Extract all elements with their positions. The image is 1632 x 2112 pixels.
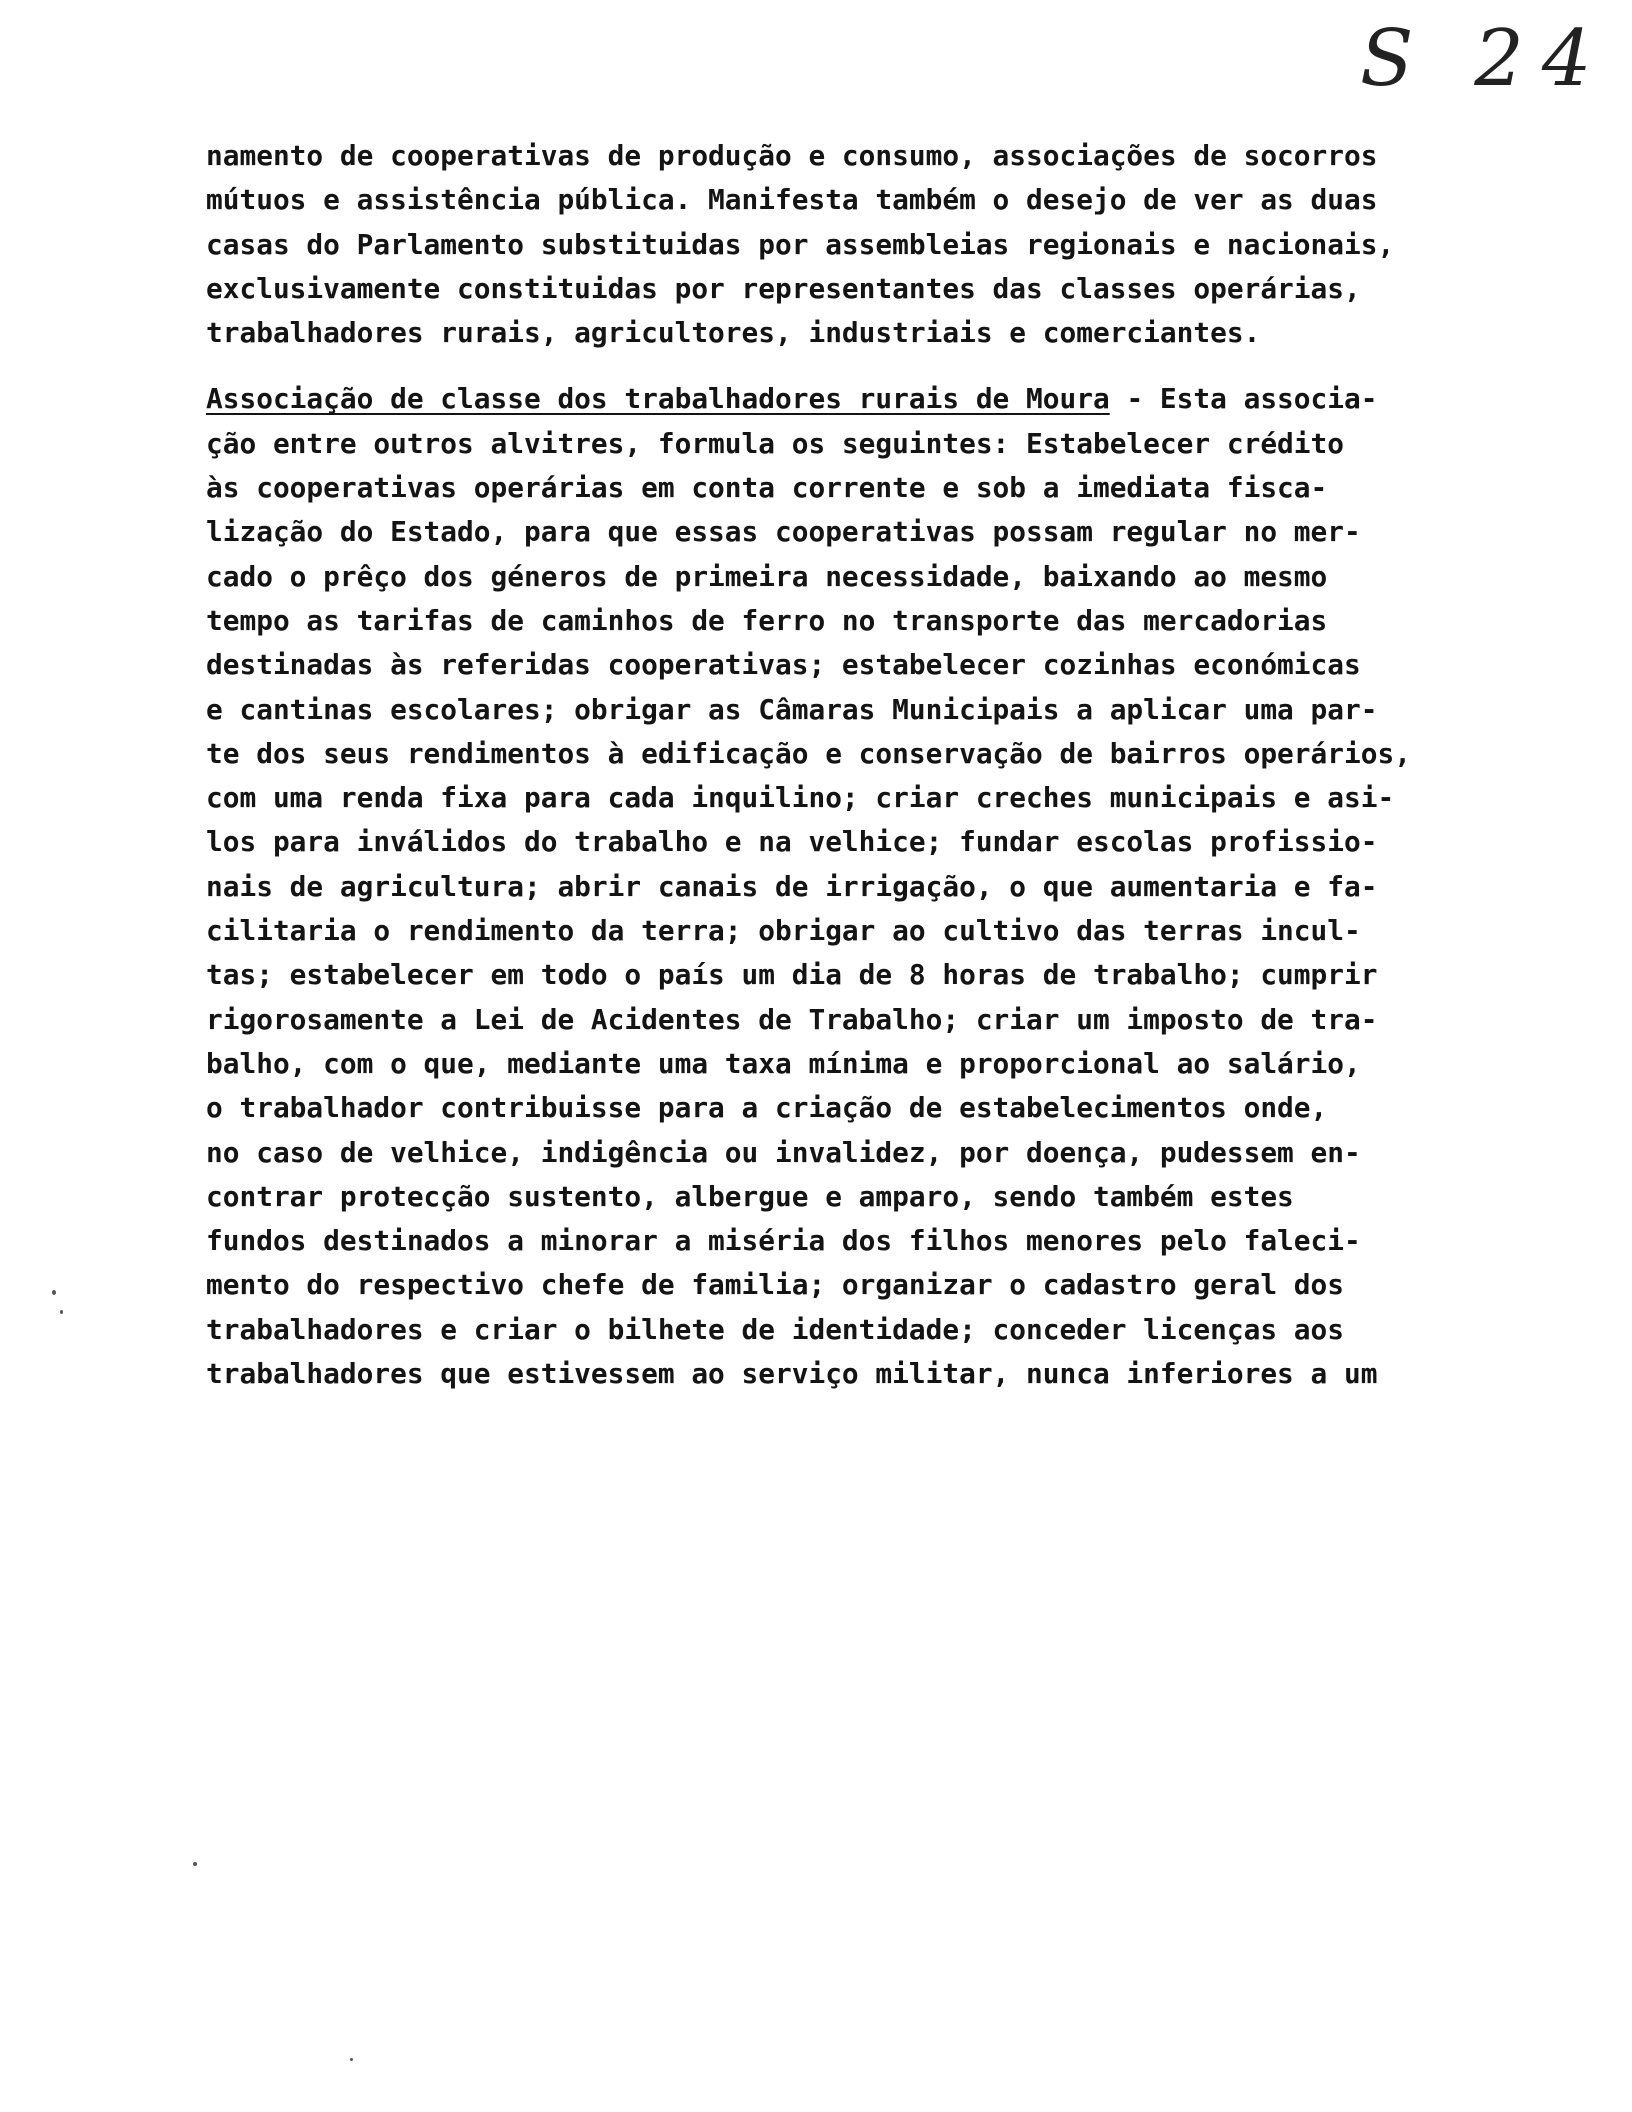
- text-line: trabalhadores rurais, agricultores, industriais e comerciantes.: [206, 316, 1261, 350]
- text-line: [206, 377, 1606, 421]
- text-line: contrar protecção sustento, albergue e amparo, sendo também estes: [206, 1179, 1294, 1213]
- section-heading: Associação de classe dos trabalhadores rurais de Moura: [206, 382, 1110, 416]
- paper-speck: [350, 2058, 353, 2061]
- text-line: ção entre outros alvitres, formula os seguintes: Estabelecer crédito: [206, 426, 1344, 460]
- paragraph-moura-association: [206, 377, 1606, 1396]
- text-line: tas; estabelecer em todo o país um dia de 8 horas de trabalho; cumprir: [206, 958, 1378, 992]
- text-line: rigorosamente a Lei de Acidentes de Trabalho; criar um imposto de tra-: [206, 1002, 1378, 1036]
- text-line: mento do respectivo chefe de familia; organizar o cadastro geral dos: [206, 1268, 1344, 1302]
- paper-speck: [193, 1862, 197, 1866]
- text-line: às cooperativas operárias em conta corrente e sob a imediata fisca-: [206, 471, 1328, 505]
- text-line: namento de cooperativas de produção e consumo, associações de socorros: [206, 139, 1378, 172]
- paper-speck: [52, 1290, 56, 1295]
- text-line: los para inválidos do trabalho e na velhice; fundar escolas profissio-: [206, 825, 1378, 859]
- text-line: com uma renda fixa para cada inquilino; criar creches municipais e asi-: [206, 781, 1395, 815]
- text-line: trabalhadores e criar o bilhete de identidade; conceder licenças aos: [206, 1312, 1344, 1346]
- text-line: te dos seus rendimentos à edificação e conservação de bairros operários,: [206, 736, 1411, 770]
- text-line: e cantinas escolares; obrigar as Câmaras Municipais a aplicar uma par-: [206, 692, 1378, 726]
- text-line: fundos destinados a minorar a miséria dos filhos menores pelo faleci-: [206, 1224, 1361, 1258]
- text-line: trabalhadores que estivessem ao serviço militar, nunca inferiores a um: [206, 1357, 1378, 1391]
- paper-speck: [60, 1310, 63, 1314]
- text-line: no caso de velhice, indigência ou invalidez, por doença, pudessem en-: [206, 1135, 1361, 1169]
- heading-tail: - Esta associa-: [1109, 382, 1378, 416]
- text-line: cilitaria o rendimento da terra; obrigar ao cultivo das terras incul-: [206, 914, 1361, 948]
- text-line: tempo as tarifas de caminhos de ferro no transporte das mercadorias: [206, 603, 1328, 637]
- text-line: destinadas às referidas cooperativas; estabelecer cozinhas económicas: [206, 648, 1361, 682]
- text-line: casas do Parlamento substituidas por assembleias regionais e nacionais,: [206, 227, 1395, 261]
- text-line: cado o prêço dos géneros de primeira necessidade, baixando ao mesmo: [206, 559, 1328, 593]
- handwritten-page-number: S 24: [1360, 14, 1610, 104]
- text-line: mútuos e assistência pública. Manifesta também o desejo de ver as duas: [206, 183, 1378, 217]
- text-line: o trabalhador contribuisse para a criação de estabelecimentos onde,: [206, 1091, 1328, 1125]
- document-body: [206, 134, 1606, 1396]
- paragraph-cooperatives: [206, 134, 1606, 355]
- paragraph-gap: [206, 355, 1606, 377]
- text-line: lização do Estado, para que essas cooperativas possam regular no mer-: [206, 515, 1361, 549]
- text-line: exclusivamente constituidas por representantes das classes operárias,: [206, 271, 1361, 305]
- text-line: nais de agricultura; abrir canais de irrigação, o que aumentaria e fa-: [206, 869, 1378, 903]
- text-line: balho, com o que, mediante uma taxa mínima e proporcional ao salário,: [206, 1046, 1361, 1080]
